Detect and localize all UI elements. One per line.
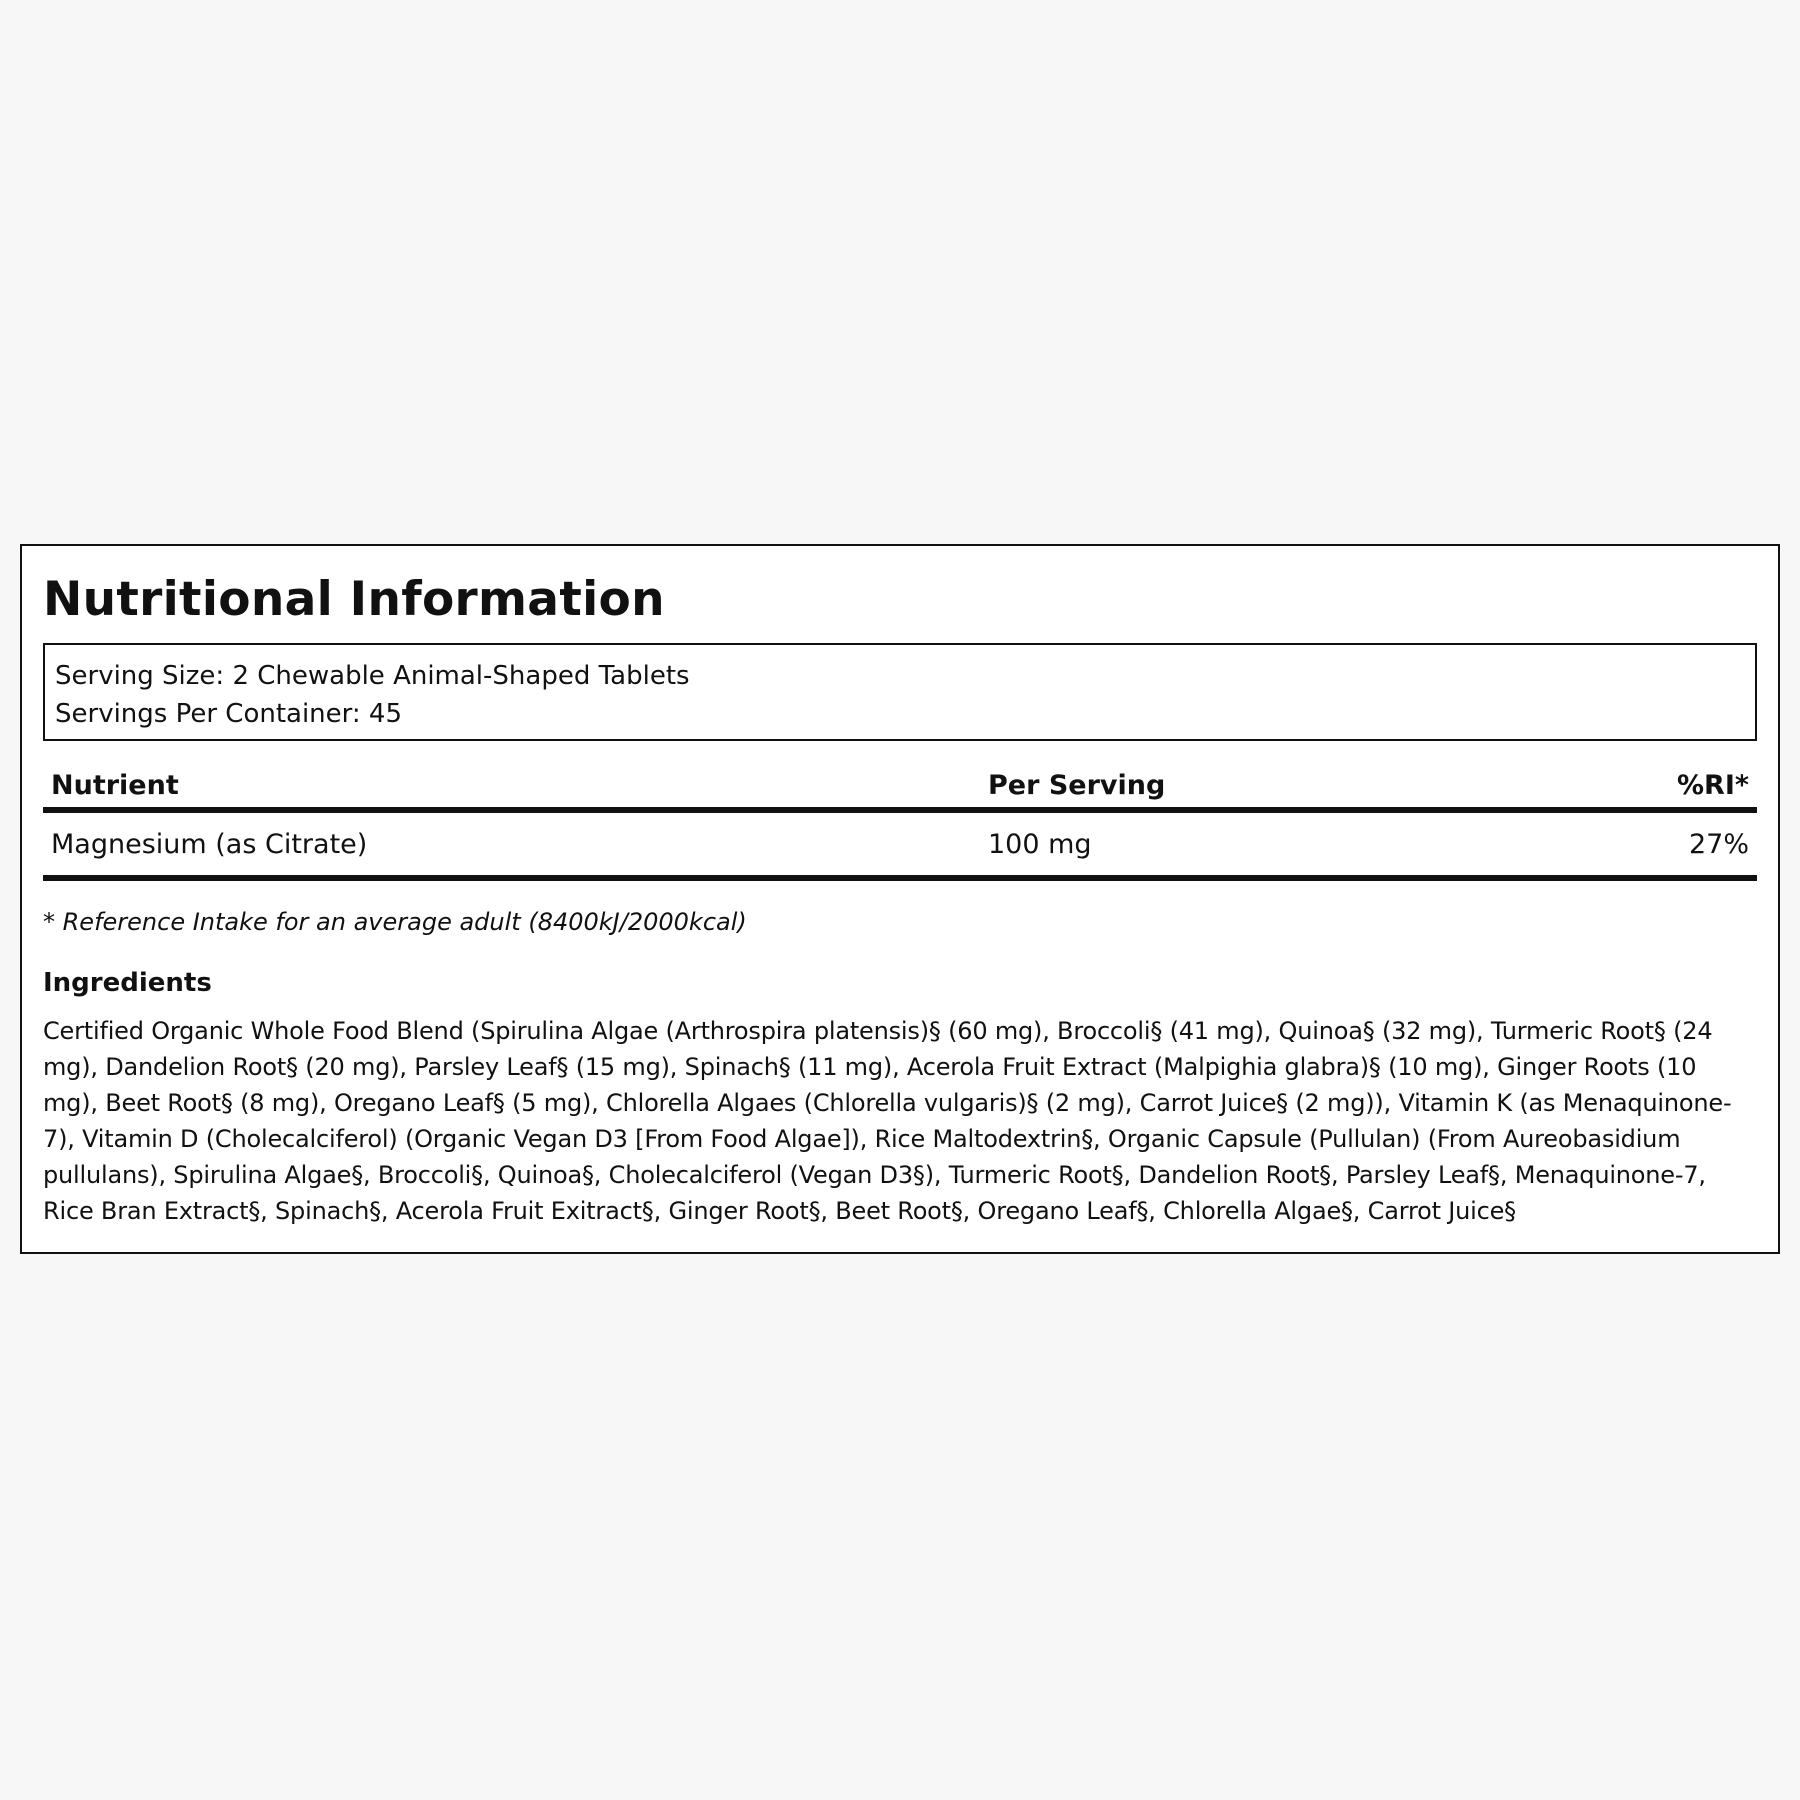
- serving-size: Serving Size: 2 Chewable Animal-Shaped Tablets: [55, 661, 690, 691]
- header-ri: %RI*: [1676, 769, 1749, 801]
- cell-nutrient: Magnesium (as Citrate): [51, 828, 368, 860]
- ingredients-heading: Ingredients: [43, 968, 212, 998]
- panel-title: Nutritional Information: [43, 572, 665, 627]
- table-row: [43, 813, 1757, 881]
- cell-per-serving: 100 mg: [988, 828, 1092, 860]
- header-nutrient: Nutrient: [51, 769, 179, 801]
- table-header-row: [43, 763, 1757, 813]
- nutrient-table: [43, 763, 1757, 881]
- cell-ri: 27%: [1688, 828, 1749, 860]
- ingredients-text: Certified Organic Whole Food Blend (Spirulina Algae (Arthrospira platensis)§ (60 mg), Broccoli§ (41 mg), Quinoa§ (32 mg), Turmeric Root§ (24 mg), Dandelion Root§ (20 mg), Parsley Leaf§ (15 mg), Spinach§ (11 mg), Acerola Fruit Extract (Malpighia glabra)§ (10 mg), Ginger Roots (10 mg), Beet Root§ (8 mg), Oregano Leaf§ (5 mg), Chlorella Algaes (Chlorella vulgaris)§ (2 mg), Carrot Juice§ (2 mg)), Vitamin K (as Menaquinone-7), Vitamin D (Cholecalciferol) (Organic Vegan D3 [From Food Algae]), Rice Maltodextrin§, Organic Capsule (Pullulan) (From Aureobasidium pullulans), Spirulina Algae§, Broccoli§, Quinoa§, Cholecalciferol (Vegan D3§), Turmeric Root§, Dandelion Root§, Parsley Leaf§, Menaquinone-7, Rice Bran Extract§, Spinach§, Acerola Fruit Exitract§, Ginger Root§, Beet Root§, Oregano Leaf§, Chlorella Algae§, Carrot Juice§: [43, 1017, 1732, 1225]
- servings-per-container: Servings Per Container: 45: [55, 699, 403, 729]
- reference-intake-footnote: * Reference Intake for an average adult (8400kJ/2000kcal): [43, 908, 747, 936]
- serving-info-box: [43, 643, 1757, 741]
- nutrition-panel: [20, 544, 1780, 1254]
- header-per-serving: Per Serving: [988, 769, 1166, 801]
